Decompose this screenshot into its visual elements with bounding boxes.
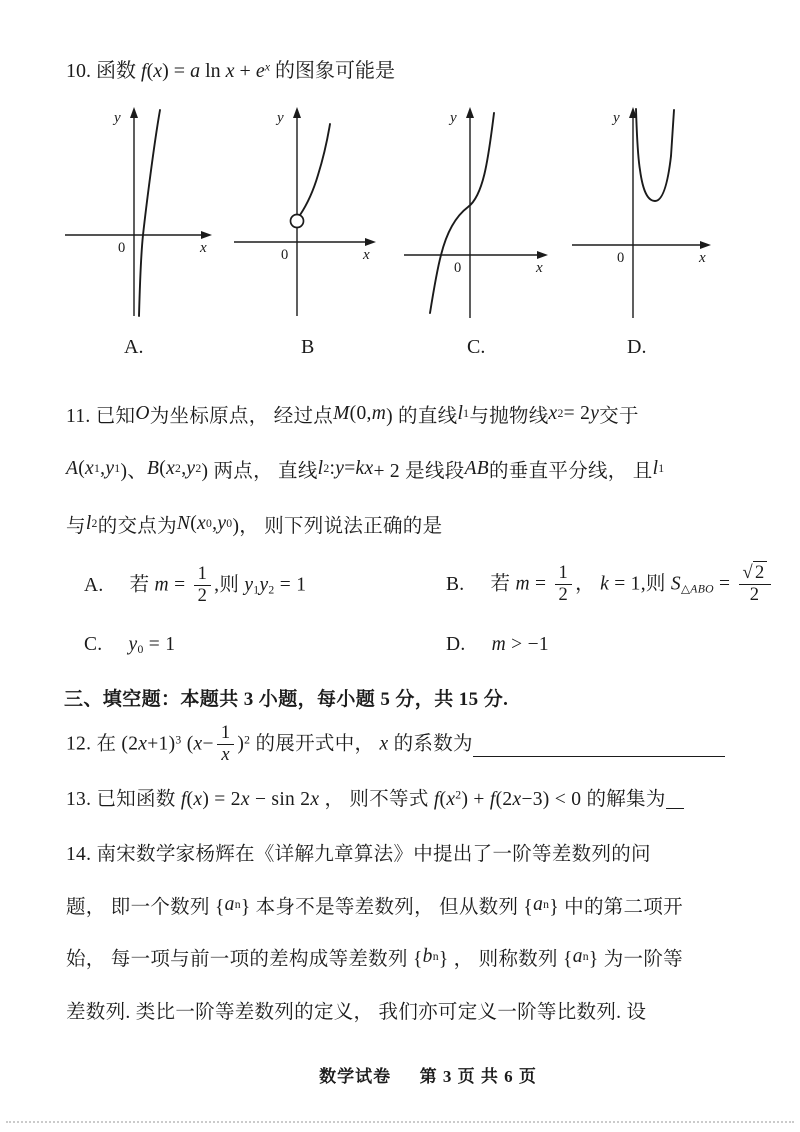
q10-title: 10. 函数 f(x) = a $\ln x + e^x$ 的图象可能是: [66, 59, 396, 82]
q10-option-d-label: D.: [627, 336, 647, 358]
curve: [300, 124, 330, 215]
y-axis-arrow-icon: [293, 107, 301, 118]
q11-option-a-text: 若 m = $\frac{1}{2}$ ,则 $y_1y_2 = 1$: [129, 562, 307, 606]
origin-label: 0: [454, 260, 462, 276]
q10-option-b-label: B: [301, 336, 315, 358]
x-axis-label: x: [200, 240, 207, 256]
y-axis-label: y: [114, 110, 121, 126]
q13-answer-blank: [666, 785, 684, 808]
q11-line-2: A ( x 1 , y 1 )、 B ( x 2 , y 2 ) 两点， 直线 l 2 : y = kx + 2 是线段 AB 的垂直平分线， 且 l 1: [66, 457, 665, 482]
page-footer: [0, 1062, 800, 1087]
open-circle: [291, 215, 304, 228]
graph-option-b: [226, 104, 378, 322]
q11-option-d-label: D.: [446, 634, 466, 655]
q11-option-b-text: 若 m = $\frac{1}{2}$ ， k = 1,则 $S_{\triangle ABO}$ = $\frac{√ 2}{2}$: [490, 564, 773, 607]
y-axis-label: y: [450, 110, 457, 126]
origin-label: 0: [281, 247, 289, 263]
graph-option-c: [398, 104, 550, 322]
y-axis-arrow-icon: [466, 107, 474, 118]
curve: [430, 113, 494, 313]
q14-statement: [66, 826, 756, 1036]
origin-label: 0: [118, 240, 126, 256]
y-axis-label: y: [613, 110, 620, 126]
q10-option-a-label: A.: [124, 336, 144, 358]
scan-edge: [6, 1121, 794, 1123]
q11-statement: [66, 386, 756, 551]
y-axis-label: y: [277, 110, 284, 126]
q13: [66, 776, 684, 818]
q11-option-a-label: A.: [84, 575, 104, 596]
curve: [636, 109, 674, 201]
q13-text: 13. 已知函数 f(x) = 2x − sin 2x ， 则不等式 $f(x^2) + f(2x-3) < 0$ 的解集为: [66, 788, 666, 810]
q11-option-c-text: $y_0 = 1$: [128, 634, 176, 656]
y-axis-arrow-icon: [130, 107, 138, 118]
q11-option-c-label: C.: [84, 634, 103, 655]
q11-option-a: [84, 558, 306, 614]
q14-line-4: 差数列. 类比一阶等差数列的定义， 我们亦可定义一阶等比数列. 设: [66, 1001, 647, 1023]
x-axis-label: x: [699, 250, 706, 266]
section-3-heading: 三、填空题：本题共 3 小题，每小题 5 分，共 15 分.: [64, 689, 509, 710]
footer-page-number: 第 3 页 共 6 页: [419, 1067, 537, 1086]
q14-line-2: 题， 即一个数列 { a n } 本身不是等差数列， 但从数列 { a n } 中的第二项开: [66, 893, 683, 918]
x-axis-label: x: [536, 260, 543, 276]
graph-option-a: [62, 104, 214, 322]
q11-option-b-label: B.: [446, 574, 465, 595]
footer-doc-title: 数学试卷: [319, 1067, 392, 1086]
x-axis-arrow-icon: [537, 251, 548, 259]
q11-option-c: [84, 634, 175, 656]
q12-text: 12. 在 $(2x+1)^3$ (x− $\frac{1}{x}$ )$^2$ 的展开式中， x 的系数为: [66, 721, 473, 765]
x-axis-arrow-icon: [365, 238, 376, 246]
origin-label: 0: [617, 250, 625, 266]
x-axis-arrow-icon: [700, 241, 711, 249]
q11-option-d-text: m > −1: [491, 634, 549, 655]
graph-option-d: [560, 104, 712, 322]
q11-line-1: 11. 已知 O 为坐标原点， 经过点 M (0, m ) 的直线 l 1 与抛物线 x 2 = 2 y 交于: [66, 402, 639, 427]
q11-line-3: 与 l 2 的交点为 N ( x 0 , y 0 )， 则下列说法正确的是: [66, 512, 443, 537]
q14-line-3: 始， 每一项与前一项的差构成等差数列 { b n } ， 则称数列 { a n } 为一阶等: [66, 946, 683, 971]
q14-line-1: 14. 南宋数学家杨辉在《详解九章算法》中提出了一阶等差数列的问: [66, 844, 651, 866]
x-axis-label: x: [363, 247, 370, 263]
q11-option-b: [446, 554, 774, 616]
q12: [66, 720, 725, 770]
q12-answer-blank: [473, 733, 725, 756]
curve: [139, 110, 160, 316]
q11-option-d: [446, 634, 549, 656]
q10-option-c-label: C.: [467, 336, 486, 358]
x-axis-arrow-icon: [201, 231, 212, 239]
